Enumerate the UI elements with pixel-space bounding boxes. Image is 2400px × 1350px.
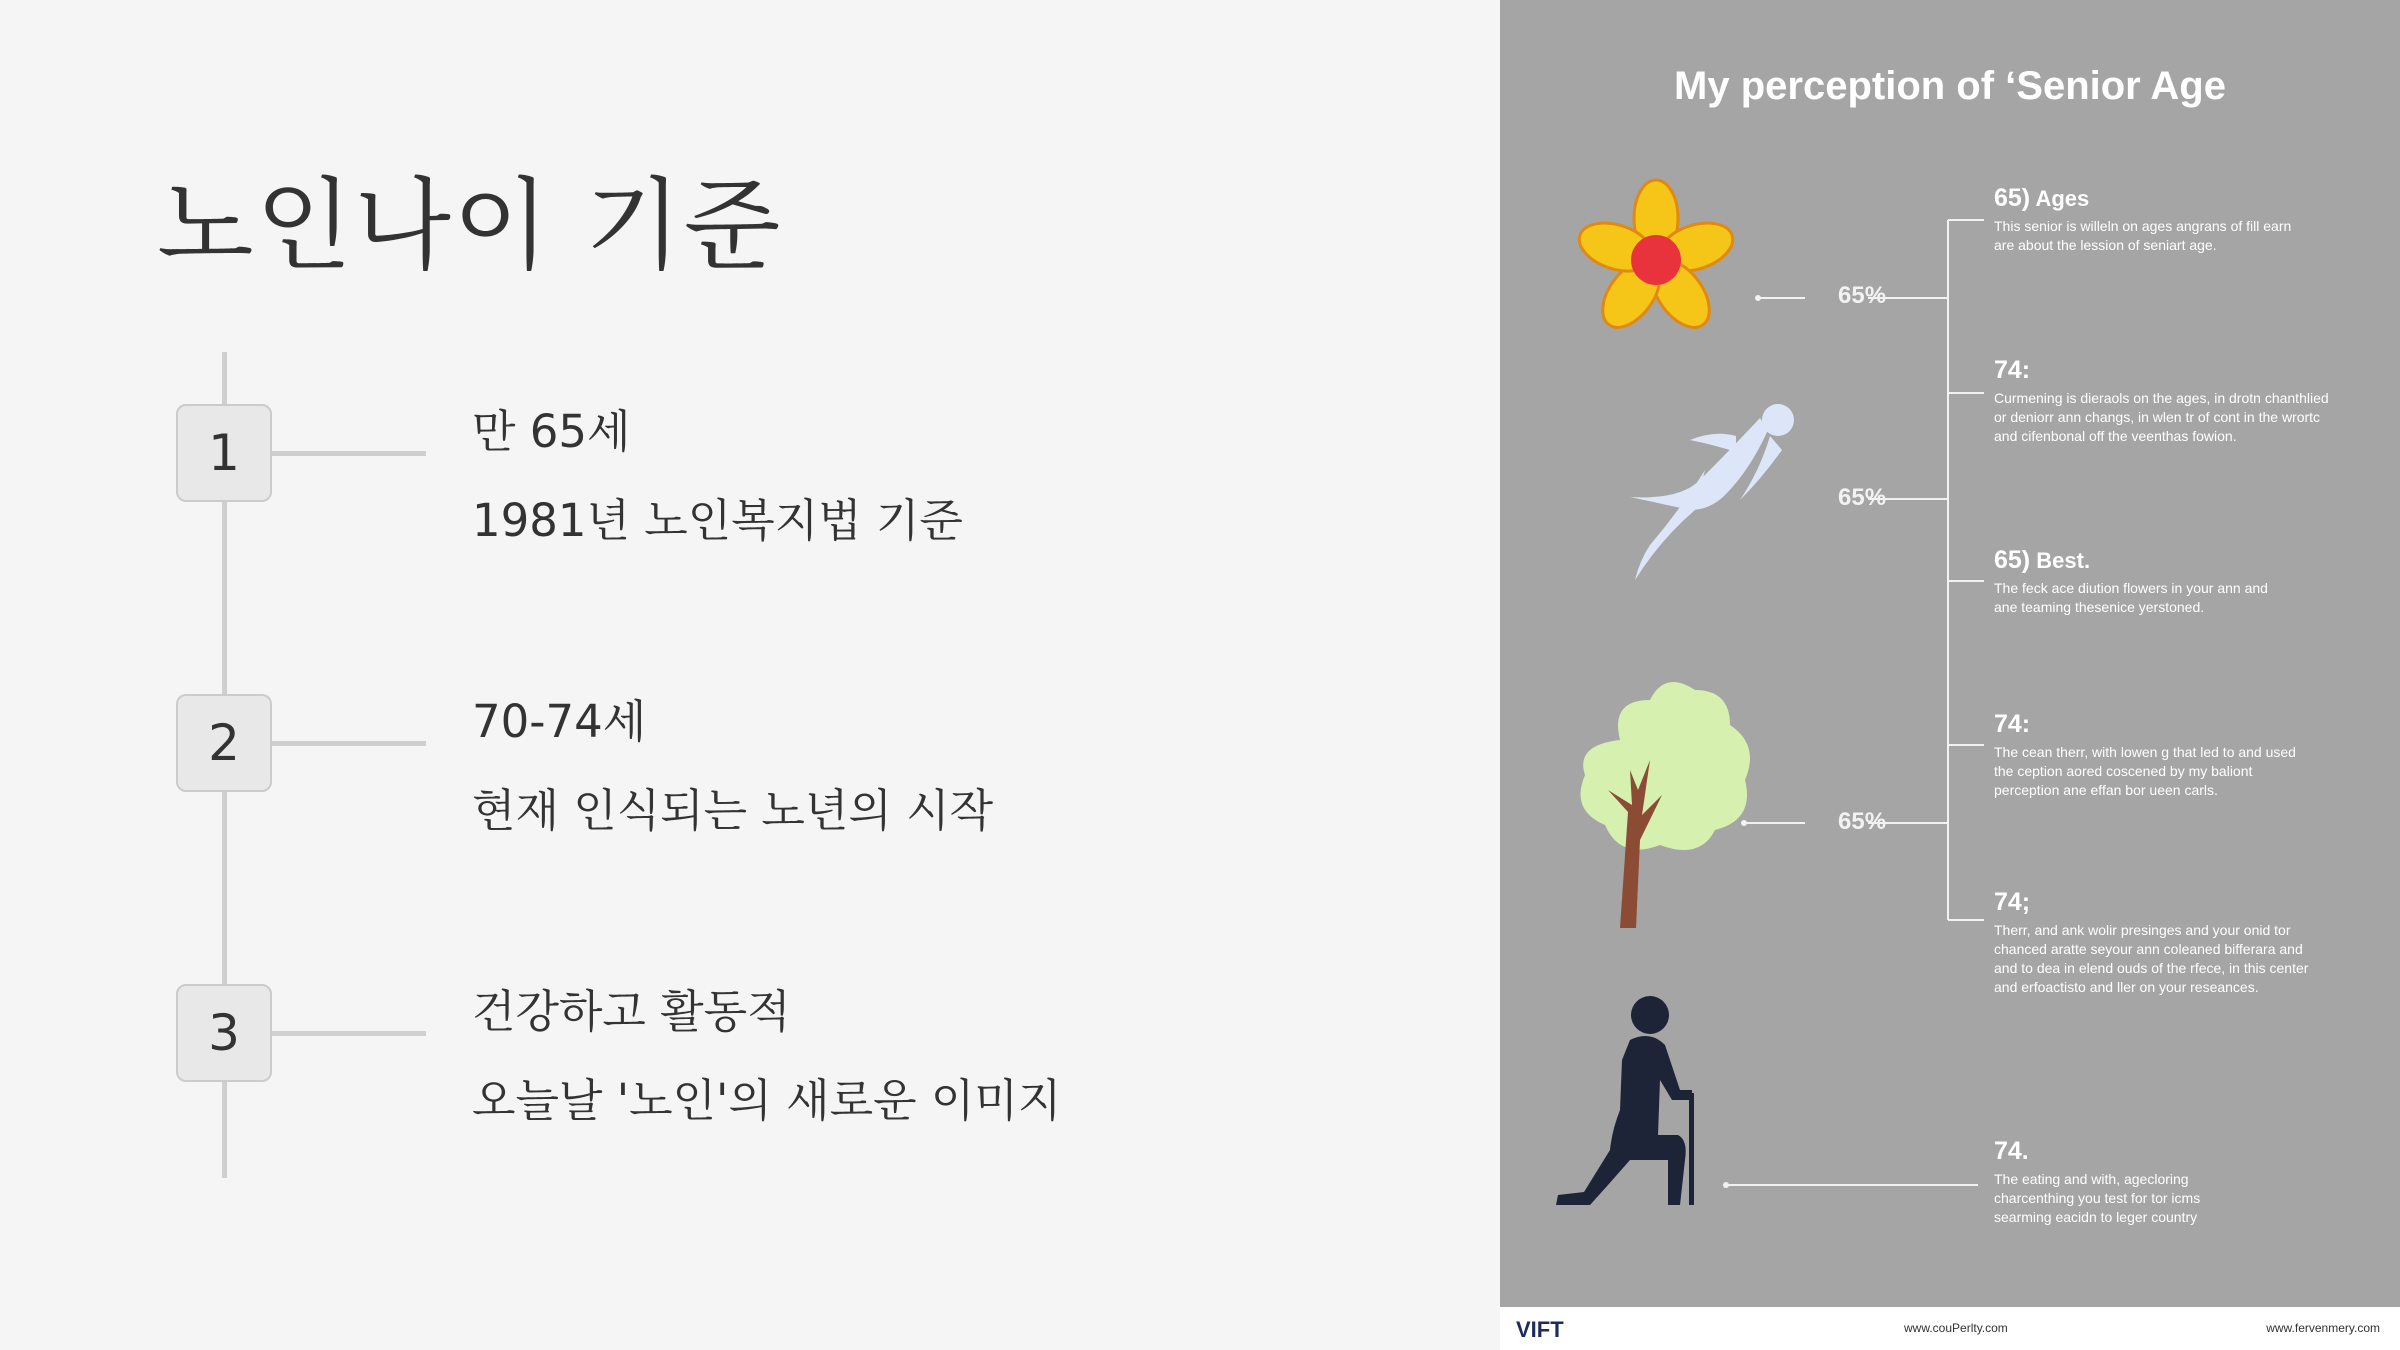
step-description: 오늘날 '노인'의 새로운 이미지 [472, 1074, 1062, 1127]
connector-dot [1723, 1182, 1729, 1188]
info-entry [1994, 546, 2374, 617]
entry-text: Curmening is dieraols on the ages, in drotn chanthlied or deniorr ann changs, in wlen tr of cont in the wrortc and cifenbonal off the veenthas fowion. [1994, 390, 2329, 444]
info-entry [1994, 888, 2374, 997]
percent-label: 65% [1838, 808, 1887, 835]
entry-title [1994, 356, 2374, 385]
kneeling-senior-icon [1556, 996, 1694, 1205]
step-heading: 만 65세 [472, 405, 631, 458]
step-description: 현재 인식되는 노년의 시작 [472, 784, 994, 837]
entry-label: Best. [2036, 548, 2091, 573]
flower-icon [1573, 180, 1739, 338]
info-entry [1994, 184, 2374, 255]
entry-number: 74: [1994, 356, 2031, 384]
connector-dot [1741, 820, 1747, 826]
entry-text: The eating and with, agecloring charcenthing you test for tor icms searming eacidn to leger country [1994, 1171, 2201, 1225]
entry-title [1994, 184, 2374, 213]
info-entry [1994, 356, 2374, 446]
slide-title: 노인나이 기준 [157, 167, 783, 284]
step-connector [272, 451, 426, 456]
step-connector [272, 741, 426, 746]
entry-text: This senior is willeln on ages angrans of fill earn are about the lession of seniart age. [1994, 218, 2292, 253]
footer-url-left[interactable]: www.couPerlty.com [1904, 1321, 2008, 1335]
entry-text: The cean therr, with lowen g that led to and used the ception aored coscened by my baliont perception ane effan bor ueen carls. [1994, 744, 2296, 798]
connector-dot [1755, 295, 1761, 301]
entry-title [1994, 1137, 2374, 1166]
entry-text: Therr, and ank wolir presinges and your onid tor chanced aratte seyour ann coleaned bifferara and and to dea in elend ouds of the rfece, in this center and erfoactisto and ller on your reseances. [1994, 922, 2309, 995]
tree-icon [1581, 682, 1751, 928]
entry-number: 65) [1994, 184, 2031, 212]
step-number-badge: 3 [176, 984, 272, 1082]
step-heading: 70-74세 [472, 695, 647, 748]
footer-url-right[interactable]: www.fervenmery.com [2266, 1321, 2380, 1335]
entry-number: 65) [1994, 546, 2031, 574]
entry-title [1994, 546, 2374, 575]
flying-figure-icon [1630, 404, 1794, 580]
entry-text: The feck ace diution flowers in your ann and ane teaming thesenice yerstoned. [1994, 580, 2268, 615]
step-heading: 건강하고 활동적 [472, 985, 791, 1038]
percent-label: 65% [1838, 484, 1887, 511]
step-number-badge: 2 [176, 694, 272, 792]
entry-label: Ages [2035, 186, 2090, 211]
step-description: 1981년 노인복지법 기준 [472, 494, 963, 547]
entry-title [1994, 710, 2374, 739]
step-number-badge: 1 [176, 404, 272, 502]
entry-number: 74: [1994, 710, 2031, 738]
percent-label: 65% [1838, 282, 1887, 309]
infographic-title: My perception of ‘Senior Age [1674, 64, 2226, 108]
infographic-footer [1500, 1307, 2400, 1350]
entry-number: 74. [1994, 1137, 2029, 1165]
entry-title [1994, 888, 2374, 917]
info-entry [1994, 710, 2374, 800]
infographic-panel [1500, 0, 2400, 1350]
info-entry [1994, 1137, 2374, 1227]
footer-logo: VIFT [1516, 1317, 1564, 1342]
step-connector [272, 1031, 426, 1036]
entry-number: 74; [1994, 888, 2031, 916]
